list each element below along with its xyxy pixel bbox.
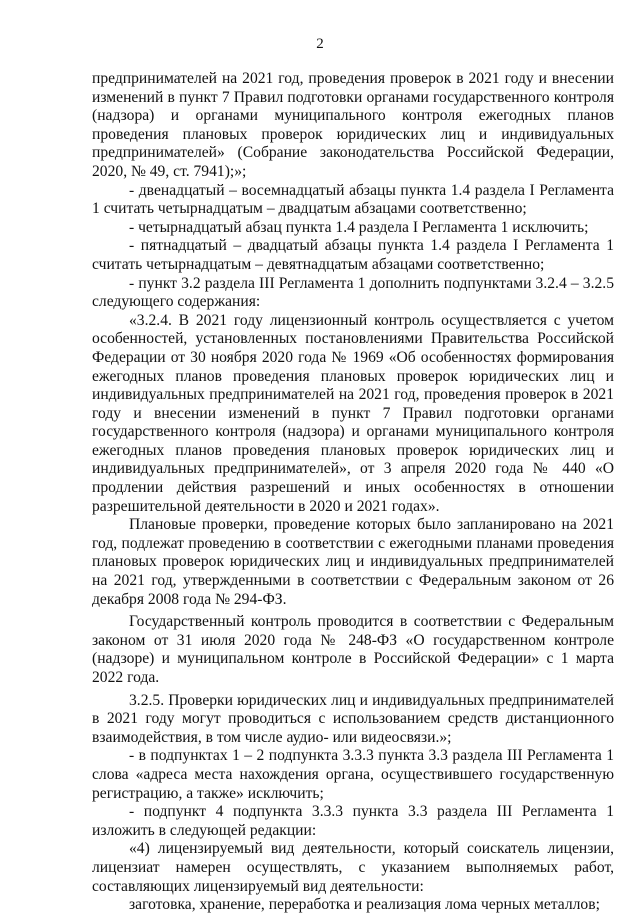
paragraph-continuation: предпринимателей на 2021 год, проведения проверок в 2021 году и внесении изменений в пункт 7 Правил подготовки органами государственного контроля (надзора) и органами муниципального контроля ежегодных планов проведения плановых проверок юридических лиц и индивидуальных предпринимателей» (Собрание законодательства Российской Федерации, 2020, № 49, ст. 7941);»; (92, 70, 614, 180)
document-body (92, 70, 614, 915)
list-item-amendment: - пятнадцатый – двадцатый абзацы пункта 1.4 раздела I Регламента 1 считать четырнадцатым – девятнадцатым абзацами соответственно; (92, 237, 614, 273)
quoted-clause-3-2-4: «3.2.4. В 2021 году лицензионный контроль осуществляется с учетом особенностей, установленных постановлениями Правительства Российской Федерации от 30 ноября 2020 года № 1969 «Об особенностях формирования ежегодных планов проведения плановых проверок юридических лиц и индивидуальных предпринимателей на 2021 год, проведения проверок в 2021 году и внесении изменений в пункт 7 Правил подготовки органами государственного контроля (надзора) и органами муниципального контроля ежегодных планов проведения плановых проверок юридических лиц и индивидуальных предпринимателей», от 3 апреля 2020 года № 440 «О продлении действия разрешений и иных особенностях в отношении разрешительной деятельности в 2020 и 2021 годах». (92, 311, 614, 515)
list-item-amendment: - подпункт 4 подпункта 3.3.3 пункта 3.3 раздела III Регламента 1 изложить в следующей редакции: (92, 803, 614, 839)
activity-item: заготовка, хранение, переработка и реализация лома черных металлов; (129, 896, 600, 914)
quoted-clause-3-2-5: 3.2.5. Проверки юридических лиц и индивидуальных предпринимателей в 2021 году могут проводиться с использованием средств дистанционного взаимодействия, в том числе аудио- или видеосвязи.»; (92, 691, 614, 746)
paragraph-planned-inspections: Плановые проверки, проведение которых было запланировано на 2021 год, подлежат проведению в соответствии с ежегодными планами проведения плановых проверок юридических лиц и индивидуальных предпринимателей на 2021 год, утвержденными в соответствии с Федеральным законом от 26 декабря 2008 года № 294-ФЗ. (92, 516, 614, 608)
list-item-amendment: - пункт 3.2 раздела III Регламента 1 дополнить подпунктами 3.2.4 – 3.2.5 следующего содержания: (92, 274, 614, 311)
quoted-subitem-4: «4) лицензируемый вид деятельности, который соискатель лицензии, лицензиат намерен осуществлять, с указанием выполняемых работ, составляющих лицензируемый вид деятельности: (92, 840, 614, 895)
paragraph-state-control: Государственный контроль проводится в соответствии с Федеральным законом от 31 июля 2020 года № 248-ФЗ «О государственном контроле (надзоре) и муниципальном контроле в Российской Федерации» с 1 марта 2022 года. (92, 613, 614, 686)
list-item-amendment: - в подпунктах 1 – 2 подпункта 3.3.3 пункта 3.3 раздела III Регламента 1 слова «адреса места нахождения органа, осуществившего государственную регистрацию, а также» исключить; (92, 747, 614, 802)
list-item-amendment: - двенадцатый – восемнадцатый абзацы пункта 1.4 раздела I Регламента 1 считать четырнадцатым – двадцатым абзацами соответственно; (92, 181, 614, 218)
list-item-amendment: - четырнадцатый абзац пункта 1.4 раздела I Регламента 1 исключить; (129, 218, 589, 236)
page-number: 2 (316, 36, 324, 52)
